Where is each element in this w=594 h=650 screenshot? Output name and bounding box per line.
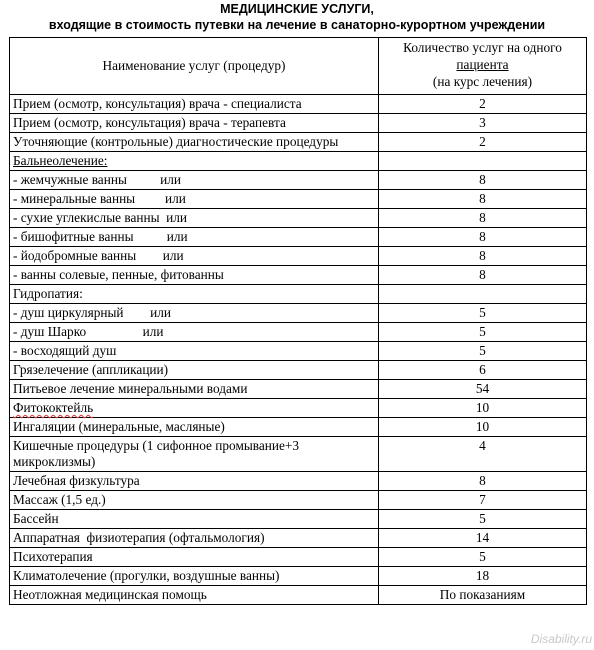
service-name: - бишофитные ванны или: [10, 228, 379, 247]
table-row: [10, 510, 587, 529]
table-header-row: [10, 38, 587, 95]
service-name: Питьевое лечение минеральными водами: [10, 380, 379, 399]
document-subtitle: входящие в стоимость путевки на лечение в санаторно-курортном учреждении: [48, 18, 546, 32]
service-quantity: По показаниям: [379, 586, 587, 605]
header-quantity-line3: (на курс лечения): [432, 74, 533, 89]
table-row: [10, 586, 587, 605]
service-quantity: [379, 152, 587, 171]
service-quantity: 3: [379, 114, 587, 133]
service-name-text: Фитококтейль: [13, 400, 94, 415]
service-name: [10, 399, 379, 418]
table-row: [10, 152, 587, 171]
table-row: [10, 361, 587, 380]
table-row: [10, 380, 587, 399]
service-name: - душ Шарко или: [10, 323, 379, 342]
table-row: [10, 171, 587, 190]
service-name: Неотложная медицинская помощь: [10, 586, 379, 605]
header-quantity-line1: Количество услуг на одного: [403, 40, 562, 55]
service-quantity: 54: [379, 380, 587, 399]
service-name: Кишечные процедуры (1 сифонное промывание+3 микроклизмы): [10, 437, 379, 472]
service-name: [10, 152, 379, 171]
table-row: [10, 342, 587, 361]
table-row: [10, 437, 587, 472]
service-quantity: 7: [379, 491, 587, 510]
service-quantity: 5: [379, 323, 587, 342]
service-name: Прием (осмотр, консультация) врача - специалиста: [10, 95, 379, 114]
service-quantity: 8: [379, 247, 587, 266]
service-quantity: 6: [379, 361, 587, 380]
service-quantity: 8: [379, 209, 587, 228]
table-row: [10, 472, 587, 491]
table-row: [10, 418, 587, 437]
service-name: - йодобромные ванны или: [10, 247, 379, 266]
service-name: Лечебная физкультура: [10, 472, 379, 491]
service-name: - жемчужные ванны или: [10, 171, 379, 190]
service-name: Климатолечение (прогулки, воздушные ванны): [10, 567, 379, 586]
service-quantity: 4: [379, 437, 587, 472]
service-name: Прием (осмотр, консультация) врача - терапевта: [10, 114, 379, 133]
service-quantity: [379, 285, 587, 304]
service-name: Гидропатия:: [10, 285, 379, 304]
header-quantity: [379, 38, 587, 95]
service-quantity: 8: [379, 266, 587, 285]
table-row: [10, 247, 587, 266]
table-row: [10, 209, 587, 228]
header-quantity-line2: пациента: [456, 57, 509, 72]
table-row: [10, 190, 587, 209]
service-name: Аппаратная физиотерапия (офтальмология): [10, 529, 379, 548]
service-quantity: 10: [379, 399, 587, 418]
service-quantity: 5: [379, 304, 587, 323]
header-name: Наименование услуг (процедур): [10, 38, 379, 95]
watermark: Disability.ru: [530, 632, 592, 646]
service-name: - минеральные ванны или: [10, 190, 379, 209]
service-quantity: 10: [379, 418, 587, 437]
table-row: [10, 95, 587, 114]
service-quantity: 18: [379, 567, 587, 586]
table-row: [10, 548, 587, 567]
service-name: Массаж (1,5 ед.): [10, 491, 379, 510]
service-name: Бассейн: [10, 510, 379, 529]
service-name: - сухие углекислые ванны или: [10, 209, 379, 228]
table-row: [10, 304, 587, 323]
service-quantity: 5: [379, 548, 587, 567]
table-row: [10, 567, 587, 586]
table-row: [10, 323, 587, 342]
table-row: [10, 133, 587, 152]
service-quantity: 5: [379, 342, 587, 361]
document-title: МЕДИЦИНСКИЕ УСЛУГИ,: [220, 2, 374, 16]
table-row: [10, 491, 587, 510]
service-quantity: 8: [379, 228, 587, 247]
table-row: [10, 529, 587, 548]
table-row: [10, 266, 587, 285]
service-quantity: 14: [379, 529, 587, 548]
service-quantity: 8: [379, 190, 587, 209]
table-row: [10, 228, 587, 247]
table-row: [10, 114, 587, 133]
table-row: [10, 285, 587, 304]
service-quantity: 2: [379, 95, 587, 114]
service-name: Уточняющие (контрольные) диагностические процедуры: [10, 133, 379, 152]
services-table: [9, 37, 587, 605]
service-quantity: 5: [379, 510, 587, 529]
service-name: - восходящий душ: [10, 342, 379, 361]
service-name: Психотерапия: [10, 548, 379, 567]
service-quantity: 2: [379, 133, 587, 152]
service-name: - душ циркулярный или: [10, 304, 379, 323]
table-row: [10, 399, 587, 418]
service-name: - ванны солевые, пенные, фитованны: [10, 266, 379, 285]
service-name: Ингаляции (минеральные, масляные): [10, 418, 379, 437]
service-quantity: 8: [379, 472, 587, 491]
service-quantity: 8: [379, 171, 587, 190]
service-name: Грязелечение (аппликации): [10, 361, 379, 380]
section-label-balneo: Бальнеолечение:: [13, 153, 108, 168]
